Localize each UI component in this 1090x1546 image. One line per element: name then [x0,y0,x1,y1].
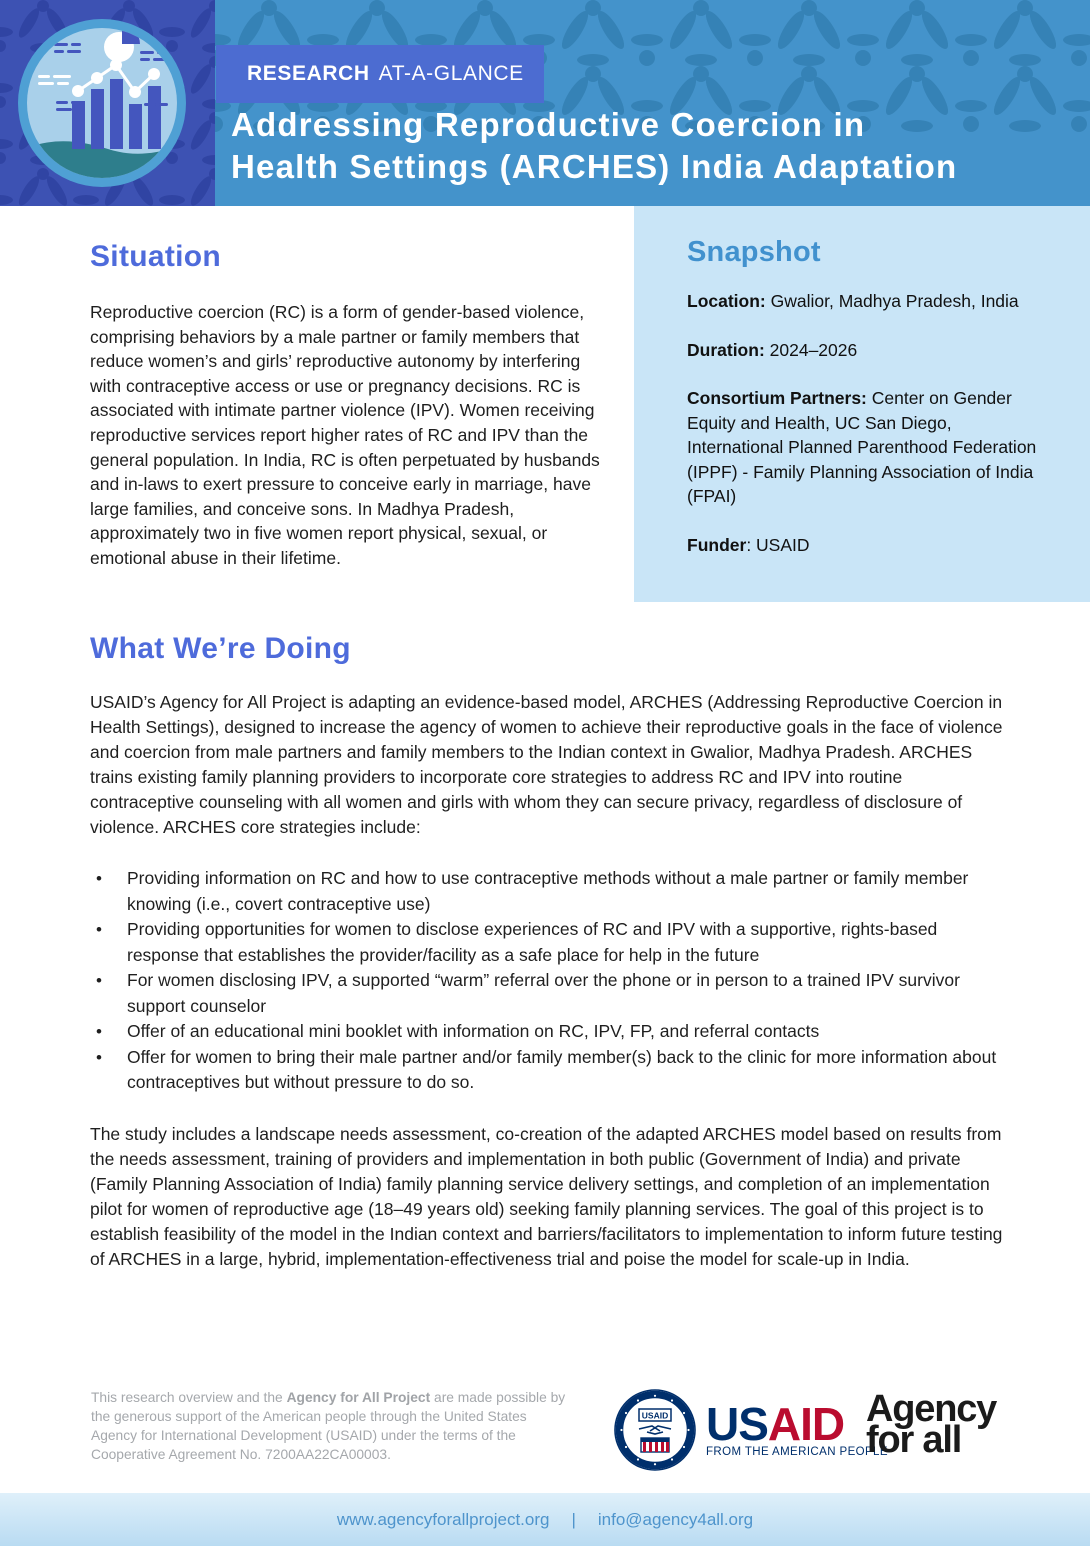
strategy-item: • Providing opportunities for women to disclose experiences of RC and IPV with a supportive, rights-based response that establishes the provider/facility as a safe place for help in the future [90,917,1008,968]
snapshot-partners-value: Center on Gender Equity and Health, UC San Diego, International Planned Parenthood Federation (IPPF) - Family Planning Association of India (FPAI) [687,388,1037,506]
usaid-seal-icon [614,1389,696,1471]
disclaimer-project-name: Agency for All Project [286,1390,431,1405]
what-were-doing-heading: What We’re Doing [90,632,351,665]
strategy-item: • For women disclosing IPV, a supported “warm” referral over the phone or in person to a trained IPV survivor support counselor [90,968,1008,1019]
snapshot-partners-label: Consortium Partners: [687,388,867,408]
disclaimer-pre: This research overview and the [91,1390,287,1405]
page-title [231,104,957,188]
header-left-panel [0,0,215,206]
snapshot-item-partners [687,386,1050,509]
snapshot-funder-label: Funder [687,534,747,555]
agency-logo-line1: Agency [866,1388,997,1430]
strategies-list [90,866,1008,1096]
snapshot-duration-value: 2024–2026 [764,339,858,360]
what-were-doing-outro: The study includes a landscape needs assessment, co-creation of the adapted ARCHES model based on results from the needs assessment, training of providers and implementation in both public (Government of India) and private (Family Planning Association of India) family planning service delivery settings, and completion of an implementation pilot for women of reproductive age (18–49 years old) seeking family planning services. The goal of this project is to establish feasibility of the model in the Indian context and barriers/facilitators to implementation to inform future testing of ARCHES in a large, hybrid, implementation-effectiveness trial and poise the model for scale-up in India. [90,1123,1003,1269]
agency-for-all-logo [866,1388,997,1461]
what-were-doing-intro: USAID’s Agency for All Project is adapting an evidence-based model, ARCHES (Addressing Reproductive Coercion in Health Settings), designed to increase the agency of women to achieve their reproductive goals in the face of violence and coercion from male partners and family members to the Indian context in Gwalior, Madhya Pradesh. ARCHES trains existing family planning providers to incorporate core strategies to address RC and IPV into routine contraceptive counseling with all women and girls with whom they can secure privacy, regardless of disclosure of violence. ARCHES core strategies include: [90,692,1003,837]
contact-separator: | [571,1509,576,1529]
snapshot-location-label: Location: [687,291,766,311]
usaid-tagline: FROM THE AMERICAN PEOPLE [706,1446,888,1458]
usaid-wordmark-aid: AID [767,1398,845,1450]
snapshot-panel [634,206,1090,602]
header-right-panel [215,0,1090,206]
kicker-label-bold: RESEARCH [247,62,370,85]
email-link[interactable]: info@agency4all.org [597,1509,754,1529]
data-chart-logo-icon [16,17,188,189]
snapshot-item-funder [687,533,1050,558]
what-were-doing-section [90,632,1008,1272]
snapshot-funder-value: : USAID [746,534,810,555]
usaid-logo [614,1389,888,1471]
snapshot-heading: Snapshot [687,236,821,268]
disclaimer-post: are made possible by the generous support of the American people through the United States Agency for International Development (USAID) under the terms of the Cooperative Agreement No. 7200AA22CA00003. [91,1390,566,1462]
situation-heading: Situation [90,240,222,273]
header-banner [0,0,1090,206]
snapshot-item-duration [687,338,1050,363]
usaid-wordmark-us: US [706,1398,768,1450]
strategy-item: • Providing information on RC and how to use contraceptive methods without a male partner or family member knowing (i.e., covert contraceptive use) [90,866,1008,917]
contact-bar [0,1493,1090,1546]
situation-section [90,240,614,571]
usaid-seal-banner-text: USAID [641,1410,669,1421]
snapshot-location-value: Gwalior, Madhya Pradesh, India [765,291,1019,311]
situation-body: Reproductive coercion (RC) is a form of gender-based violence, comprising behaviors by a male partner or family members that reduce women’s and girls’ reproductive autonomy by interfering with contraceptive access or use or pregnancy decisions. RC is associated with intimate partner violence (IPV). Women receiving reproductive services report higher rates of RC and IPV than the general population. In India, RC is often perpetuated by husbands and in-laws to exert pressure to conceive early in marriage, have large families, and conceive sons. In Madhya Pradesh, approximately two in five women report physical, sexual, or emotional abuse in their lifetime. [90,302,600,568]
kicker-banner [216,45,544,103]
snapshot-duration-label: Duration: [687,339,765,360]
agency-logo-line2: for all [866,1419,962,1461]
page-title-line1: Addressing Reproductive Coercion in [231,106,866,143]
strategy-item: • Offer of an educational mini booklet with information on RC, IPV, FP, and referral contacts [90,1019,1008,1045]
kicker-label-rest: AT-A-GLANCE [378,62,524,85]
usaid-wordmark [706,1398,888,1458]
snapshot-item-location [687,289,1050,314]
funding-disclaimer [91,1388,571,1464]
strategy-item: • Offer for women to bring their male partner and/or family member(s) back to the clinic for more information about contraceptives but without pressure to do so. [90,1045,1008,1096]
website-link[interactable]: www.agencyforallproject.org [336,1509,550,1529]
page-title-line2: Health Settings (ARCHES) India Adaptation [231,148,958,185]
